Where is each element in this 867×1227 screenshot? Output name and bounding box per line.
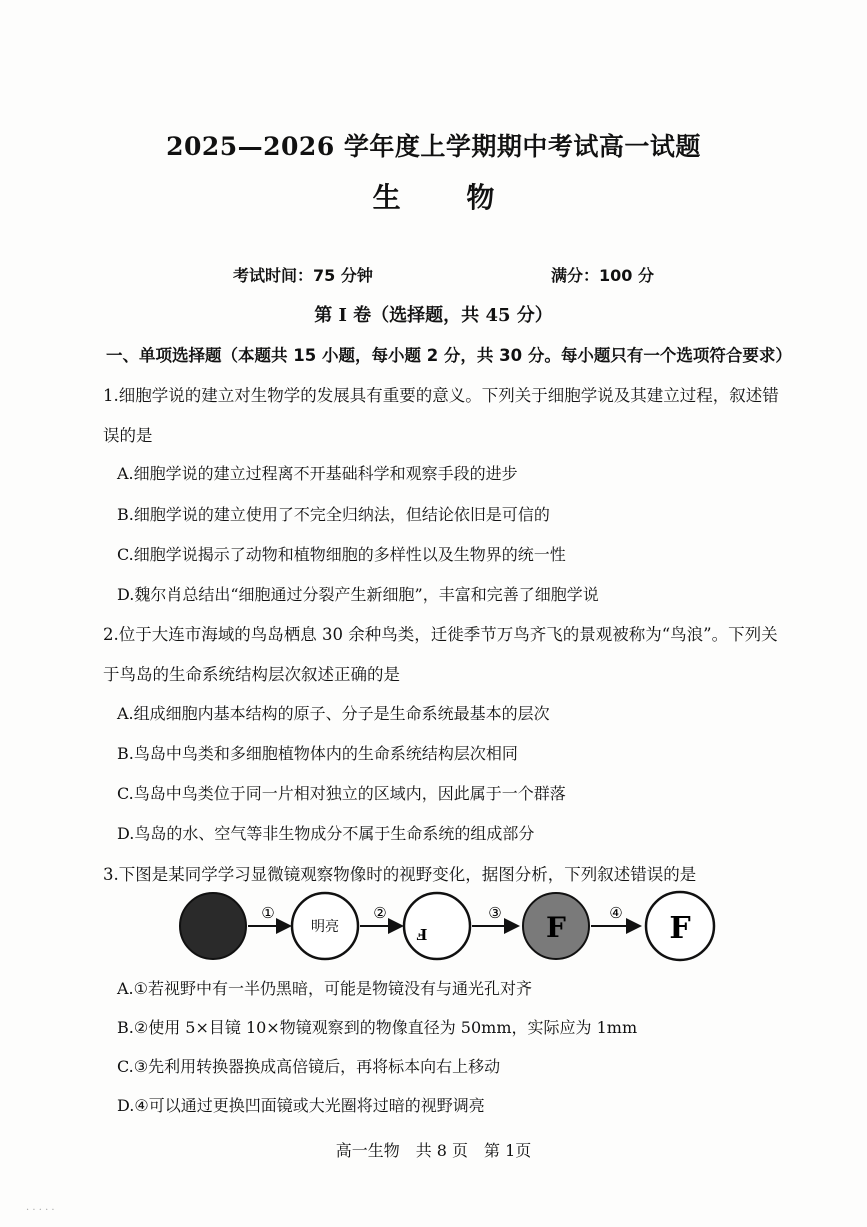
q1-stem-line-1: 1.细胞学说的建立对生物学的发展具有重要的意义。下列关于细胞学说及其建立过程，叙述错: [103, 386, 779, 405]
q3-option-a: A.①若视野中有一半仍黑暗，可能是物镜没有与通光孔对齐: [117, 979, 532, 998]
bright-field-f: F: [669, 911, 691, 946]
q1-option-c: C.细胞学说揭示了动物和植物细胞的多样性以及生物界的统一性: [117, 545, 566, 564]
full-score: 满分：100 分: [551, 266, 654, 285]
microscope-field-figure: [170, 888, 730, 968]
q1-stem-line-2: 误的是: [103, 426, 153, 445]
step-2-label: ②: [373, 904, 387, 922]
page-footer: 高一生物 共 8 页 第 1页: [335, 1141, 532, 1160]
q2-stem-line-2: 于鸟岛的生命系统结构层次叙述正确的是: [103, 665, 400, 684]
corner-mark: · · · · ·: [26, 1205, 55, 1216]
q2-stem-line-1: 2.位于大连市海域的鸟岛栖息 30 余种鸟类，迁徙季节万鸟齐飞的景观被称为“鸟浪”。下列关: [103, 625, 778, 644]
q2-option-c: C.鸟岛中鸟类位于同一片相对独立的区域内，因此属于一个群落: [117, 784, 566, 803]
field-small-f-circle: [404, 893, 470, 959]
part-heading: 第 Ⅰ 卷（选择题，共 45 分）: [314, 305, 553, 326]
step-4-label: ④: [609, 904, 623, 922]
exam-title: 2025—2026 学年度上学期期中考试高一试题: [166, 132, 701, 161]
q1-option-a: A.细胞学说的建立过程离不开基础科学和观察手段的进步: [117, 464, 518, 483]
subject-title: 生 物: [372, 181, 523, 214]
field-dark-circle: [180, 893, 246, 959]
step-1-label: ①: [261, 904, 275, 922]
q3-stem: 3.下图是某同学学习显微镜观察物像时的视野变化，据图分析，下列叙述错误的是: [103, 865, 697, 884]
gray-field-f: F: [546, 911, 566, 944]
exam-time: 考试时间：75 分钟: [233, 266, 373, 285]
q1-option-b: B.细胞学说的建立使用了不完全归纳法，但结论依旧是可信的: [117, 505, 550, 524]
q2-option-a: A.组成细胞内基本结构的原子、分子是生命系统最基本的层次: [117, 704, 550, 723]
step-3-label: ③: [488, 904, 502, 922]
section-heading: 一、单项选择题（本题共 15 小题，每小题 2 分，共 30 分。每小题只有一个选项符合要求）: [106, 346, 792, 365]
q3-option-d: D.④可以通过更换凹面镜或大光圈将过暗的视野调亮: [117, 1096, 485, 1115]
q2-option-d: D.鸟岛的水、空气等非生物成分不属于生命系统的组成部分: [117, 824, 535, 843]
inverted-small-f: F: [416, 925, 428, 943]
q2-option-b: B.鸟岛中鸟类和多细胞植物体内的生命系统结构层次相同: [117, 744, 518, 763]
bright-label: 明亮: [311, 919, 339, 935]
q1-option-d: D.魏尔肖总结出“细胞通过分裂产生新细胞”，丰富和完善了细胞学说: [117, 585, 599, 604]
q3-option-b: B.②使用 5×目镜 10×物镜观察到的物像直径为 50mm，实际应为 1mm: [117, 1018, 638, 1037]
q3-option-c: C.③先利用转换器换成高倍镜后，再将标本向右上移动: [117, 1057, 501, 1076]
